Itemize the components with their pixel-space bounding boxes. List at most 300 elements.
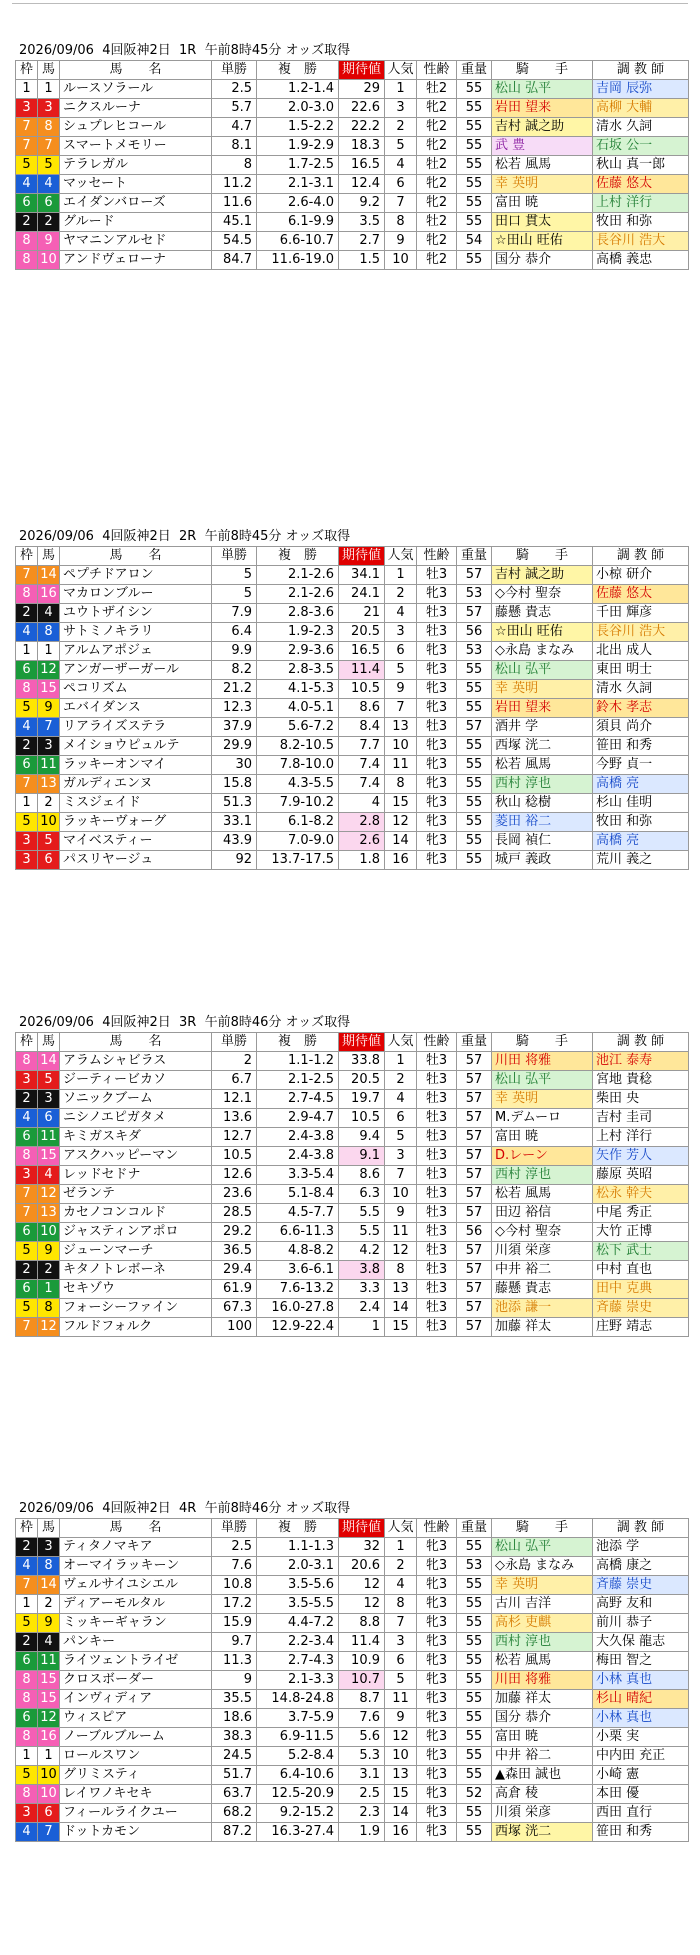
uma-header: 馬	[38, 61, 60, 80]
expected-value: 8.6	[339, 1166, 385, 1185]
trainer-name: 前川 恭子	[593, 1614, 689, 1633]
popularity: 2	[385, 1557, 417, 1576]
horse-name: セキゾウ	[60, 1280, 212, 1299]
waku-cell: 2	[16, 213, 38, 232]
place-odds: 2.0-3.0	[257, 99, 339, 118]
trainer-name: 高柳 大輔	[593, 99, 689, 118]
expected-value: 22.6	[339, 99, 385, 118]
expected-value: 10.5	[339, 1109, 385, 1128]
place-odds: 7.6-13.2	[257, 1280, 339, 1299]
kitaichi-header: 期待値	[339, 61, 385, 80]
place-odds: 14.8-24.8	[257, 1690, 339, 1709]
table-row	[16, 642, 689, 661]
weight: 55	[457, 251, 492, 270]
expected-value: 3.5	[339, 213, 385, 232]
weight: 57	[457, 1280, 492, 1299]
jockey-name: 田口 貫太	[492, 213, 593, 232]
table-row	[16, 794, 689, 813]
name-header: 馬 名	[60, 61, 212, 80]
weight: 54	[457, 232, 492, 251]
table-row	[16, 137, 689, 156]
place-odds: 16.3-27.4	[257, 1823, 339, 1842]
jockey-name: ◇今村 聖奈	[492, 1223, 593, 1242]
umaban-cell: 10	[38, 251, 60, 270]
weight: 55	[457, 137, 492, 156]
expected-value: 16.5	[339, 642, 385, 661]
table-row	[16, 1728, 689, 1747]
sex-age: 牝3	[417, 775, 457, 794]
weight: 56	[457, 1223, 492, 1242]
table-row	[16, 232, 689, 251]
weight: 55	[457, 699, 492, 718]
popularity: 1	[385, 566, 417, 585]
weight: 55	[457, 1671, 492, 1690]
win-odds: 5.7	[212, 99, 257, 118]
table-header-row	[16, 1519, 689, 1538]
trainer-name: 田中 克典	[593, 1280, 689, 1299]
waku-cell: 5	[16, 699, 38, 718]
waku-cell: 6	[16, 1280, 38, 1299]
weight: 57	[457, 1147, 492, 1166]
weight: 55	[457, 1728, 492, 1747]
horse-name: インヴィディア	[60, 1690, 212, 1709]
waku-cell: 4	[16, 623, 38, 642]
trainer-name: 石坂 公一	[593, 137, 689, 156]
waku-cell: 7	[16, 137, 38, 156]
popularity: 2	[385, 1071, 417, 1090]
jockey-name: 城戸 義政	[492, 851, 593, 870]
waku-cell: 8	[16, 1690, 38, 1709]
umaban-cell: 1	[38, 80, 60, 99]
place-odds: 1.1-1.3	[257, 1538, 339, 1557]
popularity: 10	[385, 1185, 417, 1204]
place-odds: 2.7-4.5	[257, 1090, 339, 1109]
weight: 55	[457, 1766, 492, 1785]
horse-name: ミスジェイド	[60, 794, 212, 813]
place-odds: 4.3-5.5	[257, 775, 339, 794]
place-odds: 9.2-15.2	[257, 1804, 339, 1823]
kinryo-header: 重量	[457, 61, 492, 80]
expected-value: 20.6	[339, 1557, 385, 1576]
waku-header: 枠	[16, 547, 38, 566]
horse-name: クロスボーダー	[60, 1671, 212, 1690]
expected-value: 34.1	[339, 566, 385, 585]
win-odds: 18.6	[212, 1709, 257, 1728]
weight: 55	[457, 1576, 492, 1595]
waku-cell: 7	[16, 566, 38, 585]
table-row	[16, 1261, 689, 1280]
weight: 55	[457, 1652, 492, 1671]
umaban-cell: 14	[38, 1052, 60, 1071]
weight: 55	[457, 851, 492, 870]
win-odds: 100	[212, 1318, 257, 1337]
place-odds: 7.0-9.0	[257, 832, 339, 851]
win-odds: 29.4	[212, 1261, 257, 1280]
waku-cell: 1	[16, 1595, 38, 1614]
umaban-cell: 9	[38, 232, 60, 251]
race-title: 2026/09/06 4回阪神2日 2R 午前8時45分 オッズ取得	[19, 529, 351, 544]
jockey-name: 富田 暁	[492, 1128, 593, 1147]
umaban-cell: 7	[38, 718, 60, 737]
weight: 57	[457, 1128, 492, 1147]
place-odds: 2.6-4.0	[257, 194, 339, 213]
sex-age: 牝3	[417, 1576, 457, 1595]
place-odds: 5.2-8.4	[257, 1747, 339, 1766]
win-odds: 45.1	[212, 213, 257, 232]
sex-age: 牝3	[417, 1823, 457, 1842]
popularity: 13	[385, 1766, 417, 1785]
weight: 55	[457, 775, 492, 794]
jockey-name: ▲森田 誠也	[492, 1766, 593, 1785]
trainer-name: 清水 久詞	[593, 118, 689, 137]
win-odds: 63.7	[212, 1785, 257, 1804]
table-row	[16, 1690, 689, 1709]
trainer-name: 上村 洋行	[593, 194, 689, 213]
sex-age: 牝3	[417, 642, 457, 661]
fukusho-header: 複 勝	[257, 61, 339, 80]
jockey-name: 松山 弘平	[492, 661, 593, 680]
place-odds: 2.1-3.3	[257, 1671, 339, 1690]
sex-age: 牝3	[417, 661, 457, 680]
jockey-name: 富田 暁	[492, 1728, 593, 1747]
trainer-name: 佐藤 悠太	[593, 175, 689, 194]
jockey-name: 幸 英明	[492, 175, 593, 194]
horse-name: メイショウピュルテ	[60, 737, 212, 756]
sex-age: 牝3	[417, 832, 457, 851]
trainer-name: 鈴木 孝志	[593, 699, 689, 718]
expected-value: 16.5	[339, 156, 385, 175]
table-row	[16, 1280, 689, 1299]
place-odds: 2.1-2.6	[257, 566, 339, 585]
kitaichi-header: 期待値	[339, 1033, 385, 1052]
win-odds: 9.9	[212, 642, 257, 661]
horse-name: ディアーモルタル	[60, 1595, 212, 1614]
waku-cell: 8	[16, 680, 38, 699]
win-odds: 36.5	[212, 1242, 257, 1261]
expected-value: 2.4	[339, 1299, 385, 1318]
place-odds: 2.8-3.5	[257, 661, 339, 680]
weight: 57	[457, 1090, 492, 1109]
waku-cell: 3	[16, 1071, 38, 1090]
weight: 55	[457, 1614, 492, 1633]
trainer-name: 清水 久詞	[593, 680, 689, 699]
horse-name: グリミスティ	[60, 1766, 212, 1785]
weight: 55	[457, 1747, 492, 1766]
place-odds: 4.8-8.2	[257, 1242, 339, 1261]
weight: 55	[457, 832, 492, 851]
win-odds: 6.7	[212, 1071, 257, 1090]
sex-age: 牡3	[417, 604, 457, 623]
trainer-name: 宮地 貴稔	[593, 1071, 689, 1090]
trainer-name: 斉藤 崇史	[593, 1299, 689, 1318]
sex-age: 牡3	[417, 1280, 457, 1299]
place-odds: 2.9-4.7	[257, 1109, 339, 1128]
horse-name: ユウトザイシン	[60, 604, 212, 623]
popularity: 16	[385, 851, 417, 870]
trainer-name: 本田 優	[593, 1785, 689, 1804]
place-odds: 6.1-9.9	[257, 213, 339, 232]
jockey-name: 幸 英明	[492, 1090, 593, 1109]
place-odds: 5.1-8.4	[257, 1185, 339, 1204]
popularity: 5	[385, 661, 417, 680]
jockey-name: 松若 風馬	[492, 1652, 593, 1671]
table-row	[16, 1614, 689, 1633]
waku-cell: 6	[16, 756, 38, 775]
weight: 55	[457, 1690, 492, 1709]
horse-name: ミッキーギャラン	[60, 1614, 212, 1633]
weight: 55	[457, 794, 492, 813]
jockey-name: 松若 風馬	[492, 756, 593, 775]
popularity: 14	[385, 1299, 417, 1318]
umaban-cell: 7	[38, 1823, 60, 1842]
sex-age: 牝3	[417, 1728, 457, 1747]
sex-age: 牡3	[417, 1299, 457, 1318]
win-odds: 2.5	[212, 80, 257, 99]
umaban-cell: 1	[38, 1280, 60, 1299]
weight: 57	[457, 1166, 492, 1185]
trainer-name: 池江 泰寿	[593, 1052, 689, 1071]
weight: 57	[457, 1109, 492, 1128]
umaban-cell: 16	[38, 1728, 60, 1747]
race-title: 2026/09/06 4回阪神2日 4R 午前8時46分 オッズ取得	[19, 1501, 351, 1516]
win-odds: 4.7	[212, 118, 257, 137]
jockey-name: 中井 裕二	[492, 1747, 593, 1766]
win-odds: 67.3	[212, 1299, 257, 1318]
win-odds: 8.1	[212, 137, 257, 156]
horse-name: ラッキーヴォーグ	[60, 813, 212, 832]
sex-age: 牡2	[417, 80, 457, 99]
umaban-cell: 3	[38, 99, 60, 118]
jockey-name: 松若 風馬	[492, 1185, 593, 1204]
place-odds: 2.4-3.8	[257, 1128, 339, 1147]
weight: 55	[457, 680, 492, 699]
popularity: 9	[385, 232, 417, 251]
popularity: 9	[385, 1709, 417, 1728]
trainer-name: 牧田 和弥	[593, 213, 689, 232]
popularity: 12	[385, 1242, 417, 1261]
waku-cell: 7	[16, 775, 38, 794]
weight: 57	[457, 1204, 492, 1223]
jockey-name: 古川 吉洋	[492, 1595, 593, 1614]
win-odds: 54.5	[212, 232, 257, 251]
horse-name: ジューンマーチ	[60, 1242, 212, 1261]
win-odds: 8.2	[212, 661, 257, 680]
kinryo-header: 重量	[457, 1519, 492, 1538]
popularity: 8	[385, 1595, 417, 1614]
waku-cell: 4	[16, 1109, 38, 1128]
jockey-name: 藤懸 貴志	[492, 604, 593, 623]
trainer-name: 牧田 和弥	[593, 813, 689, 832]
weight: 55	[457, 1633, 492, 1652]
table-row	[16, 1633, 689, 1652]
horse-name: アルムアポジェ	[60, 642, 212, 661]
table-body	[16, 566, 689, 870]
trainer-name: 庄野 靖志	[593, 1318, 689, 1337]
expected-value: 1.9	[339, 1823, 385, 1842]
expected-value: 2.3	[339, 1804, 385, 1823]
weight: 57	[457, 718, 492, 737]
sex-age: 牝3	[417, 1785, 457, 1804]
waku-cell: 8	[16, 585, 38, 604]
sex-age: 牝2	[417, 251, 457, 270]
waku-cell: 8	[16, 1147, 38, 1166]
waku-cell: 8	[16, 1785, 38, 1804]
jockey-name: 国分 恭介	[492, 1709, 593, 1728]
expected-value: 1.5	[339, 251, 385, 270]
sex-age: 牡3	[417, 1147, 457, 1166]
place-odds: 8.2-10.5	[257, 737, 339, 756]
umaban-cell: 9	[38, 699, 60, 718]
sex-age: 牝2	[417, 175, 457, 194]
place-odds: 7.8-10.0	[257, 756, 339, 775]
ninki-header: 人気	[385, 547, 417, 566]
trainer-name: 高橋 亮	[593, 775, 689, 794]
win-odds: 38.3	[212, 1728, 257, 1747]
table-row	[16, 1538, 689, 1557]
umaban-cell: 10	[38, 1766, 60, 1785]
umaban-cell: 4	[38, 1166, 60, 1185]
place-odds: 3.6-6.1	[257, 1261, 339, 1280]
jockey-name: 川須 栄彦	[492, 1242, 593, 1261]
popularity: 5	[385, 137, 417, 156]
seirei-header: 性齢	[417, 1519, 457, 1538]
expected-value: 4.2	[339, 1242, 385, 1261]
popularity: 9	[385, 1204, 417, 1223]
horse-name: キタノトレボーネ	[60, 1261, 212, 1280]
waku-cell: 5	[16, 813, 38, 832]
waku-cell: 3	[16, 99, 38, 118]
umaban-cell: 12	[38, 1318, 60, 1337]
expected-value: 7.7	[339, 737, 385, 756]
horse-name: マッセート	[60, 175, 212, 194]
weight: 55	[457, 1709, 492, 1728]
table-row	[16, 156, 689, 175]
weight: 57	[457, 1071, 492, 1090]
win-odds: 9	[212, 1671, 257, 1690]
trainer-name: 松永 幹夫	[593, 1185, 689, 1204]
umaban-cell: 5	[38, 156, 60, 175]
umaban-cell: 15	[38, 1147, 60, 1166]
expected-value: 18.3	[339, 137, 385, 156]
umaban-cell: 1	[38, 1747, 60, 1766]
popularity: 16	[385, 1823, 417, 1842]
horse-name: ニクスルーナ	[60, 99, 212, 118]
place-odds: 1.9-2.9	[257, 137, 339, 156]
waku-cell: 4	[16, 175, 38, 194]
table-body	[16, 1052, 689, 1337]
trainer-name: 中内田 充正	[593, 1747, 689, 1766]
expected-value: 9.2	[339, 194, 385, 213]
place-odds: 2.8-3.6	[257, 604, 339, 623]
trainer-name: 高橋 義忠	[593, 251, 689, 270]
win-odds: 61.9	[212, 1280, 257, 1299]
win-odds: 2	[212, 1052, 257, 1071]
win-odds: 30	[212, 756, 257, 775]
popularity: 2	[385, 118, 417, 137]
trainer-name: 大竹 正博	[593, 1223, 689, 1242]
sex-age: 牝3	[417, 699, 457, 718]
waku-cell: 3	[16, 1804, 38, 1823]
horse-name: ロールスワン	[60, 1747, 212, 1766]
jockey-name: 酒井 学	[492, 718, 593, 737]
jockey-name: 長岡 禎仁	[492, 832, 593, 851]
waku-cell: 2	[16, 604, 38, 623]
sex-age: 牡3	[417, 718, 457, 737]
table-row	[16, 1747, 689, 1766]
expected-value: 11.4	[339, 1633, 385, 1652]
horse-name: ウィスピア	[60, 1709, 212, 1728]
jockey-name: D.レーン	[492, 1147, 593, 1166]
table-row	[16, 1242, 689, 1261]
umaban-cell: 16	[38, 585, 60, 604]
trainer-header: 調 教 師	[593, 1519, 689, 1538]
table-row	[16, 1652, 689, 1671]
horse-name: アスクハッピーマン	[60, 1147, 212, 1166]
jockey-name: ◇永島 まなみ	[492, 642, 593, 661]
expected-value: 33.8	[339, 1052, 385, 1071]
umaban-cell: 6	[38, 194, 60, 213]
waku-cell: 8	[16, 1728, 38, 1747]
waku-cell: 2	[16, 1538, 38, 1557]
name-header: 馬 名	[60, 1033, 212, 1052]
trainer-name: 今野 貞一	[593, 756, 689, 775]
win-odds: 12.6	[212, 1166, 257, 1185]
umaban-cell: 12	[38, 1709, 60, 1728]
sex-age: 牡3	[417, 1166, 457, 1185]
umaban-cell: 11	[38, 1128, 60, 1147]
umaban-cell: 5	[38, 832, 60, 851]
waku-header: 枠	[16, 1033, 38, 1052]
waku-cell: 5	[16, 1242, 38, 1261]
fukusho-header: 複 勝	[257, 547, 339, 566]
popularity: 5	[385, 1128, 417, 1147]
table-row	[16, 1147, 689, 1166]
popularity: 10	[385, 737, 417, 756]
win-odds: 33.1	[212, 813, 257, 832]
weight: 57	[457, 1299, 492, 1318]
sex-age: 牡3	[417, 1318, 457, 1337]
trainer-name: 中尾 秀正	[593, 1204, 689, 1223]
weight: 57	[457, 1318, 492, 1337]
waku-cell: 6	[16, 1223, 38, 1242]
seirei-header: 性齢	[417, 547, 457, 566]
trainer-name: 上村 洋行	[593, 1128, 689, 1147]
table-row	[16, 737, 689, 756]
trainer-name: 小椋 研介	[593, 566, 689, 585]
sex-age: 牝3	[417, 756, 457, 775]
popularity: 12	[385, 1728, 417, 1747]
win-odds: 11.6	[212, 194, 257, 213]
weight: 55	[457, 213, 492, 232]
table-row	[16, 1166, 689, 1185]
waku-cell: 7	[16, 1185, 38, 1204]
waku-cell: 5	[16, 1614, 38, 1633]
race-block-1r	[15, 42, 688, 270]
waku-cell: 1	[16, 642, 38, 661]
place-odds: 2.1-2.6	[257, 585, 339, 604]
waku-cell: 8	[16, 232, 38, 251]
popularity: 3	[385, 1147, 417, 1166]
table-row	[16, 1804, 689, 1823]
sex-age: 牡3	[417, 1242, 457, 1261]
place-odds: 3.5-5.5	[257, 1595, 339, 1614]
place-odds: 6.4-10.6	[257, 1766, 339, 1785]
horse-name: キミガスキダ	[60, 1128, 212, 1147]
weight: 57	[457, 604, 492, 623]
popularity: 14	[385, 832, 417, 851]
umaban-cell: 2	[38, 794, 60, 813]
umaban-cell: 9	[38, 1614, 60, 1633]
